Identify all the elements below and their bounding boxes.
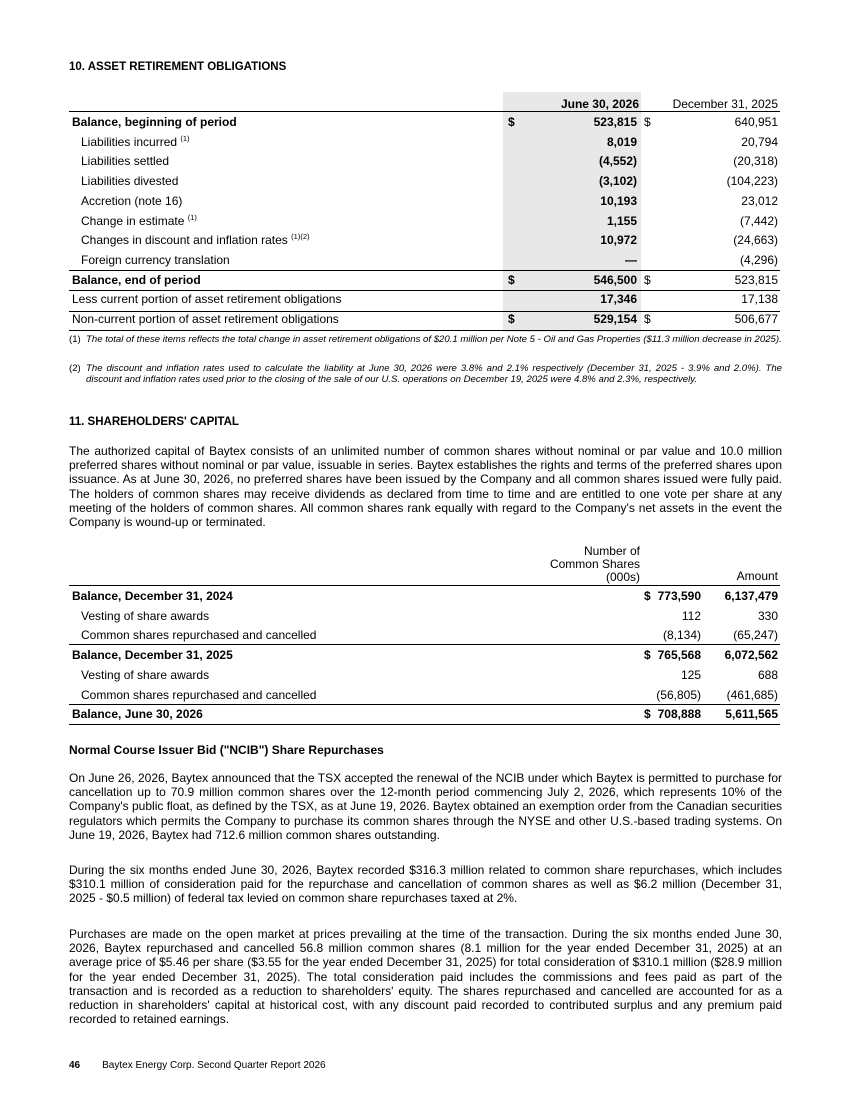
aro-table-row <box>69 171 780 191</box>
aro-value-prior: (4,296) <box>739 252 778 267</box>
aro-value-current: 523,815 <box>593 115 637 129</box>
aro-row-label: Change in estimate <box>81 213 185 228</box>
shares-row-label: Balance, December 31, 2024 <box>72 589 233 603</box>
shares-table-row <box>69 586 780 606</box>
aro-table-row <box>69 132 780 152</box>
shares-row-label: Common shares repurchased and cancelled <box>81 687 317 702</box>
aro-table-row <box>69 230 780 250</box>
footnote-reference: (1) <box>187 212 197 222</box>
aro-row-label-wrap <box>81 214 197 228</box>
aro-value-prior: 20,794 <box>741 134 778 149</box>
ncib-paragraph-3: Purchases are made on the open market at prices prevailing at the time of the transaction. During the six months ended June 30, 2026, Baytex repurchased and cancelled 56.8 million common shares (8.1 million for the year ended December 31, 2025) at an average price of $5.46 per share ($3.55 for the year ended December 31, 2025) for total consideration of $310.1 million ($28.9 million for the year ended December 31, 2025). The total consideration paid includes the commissions and fees paid as part of the transaction and is recorded as a reduction to shareholders' equity. The shares repurchased and cancelled are accounted for as a reduction in shareholders' capital at historical cost, with any discount paid recorded to contributed surplus and any premium paid recorded to retained earnings. <box>69 927 782 1027</box>
aro-value-current: 546,500 <box>593 272 637 287</box>
shares-amount-value: 6,072,562 <box>724 648 778 663</box>
shares-subtotal-rule-2 <box>69 704 780 705</box>
aro-table-row <box>69 270 780 290</box>
aro-row-label: Less current portion of asset retirement obligations <box>72 292 342 307</box>
aro-subtotal-rule <box>69 270 780 271</box>
shares-amount-value: (65,247) <box>733 628 778 643</box>
page-number: 46 <box>69 1060 81 1071</box>
shares-count-value: (8,134) <box>662 628 701 643</box>
ncib-paragraph-1: On June 26, 2026, Baytex announced that the TSX accepted the renewal of the NCIB under which Baytex is permitted to purchase for cancellation up to 70.9 million common shares over the 12-month period commencing July 2, 2026, which represents 10% of the Company's public float, as defined by the TSX, as at June 19, 2026. Baytex obtained an exemption order from the Canadian securities regulators which permits the Company to purchase its common shares through the NYSE and other U.S.-based trading systems. On June 19, 2026, Baytex had 712.6 million common shares outstanding. <box>69 771 782 842</box>
aro-total-rule <box>69 290 780 291</box>
aro-value-prior: 506,677 <box>734 312 778 326</box>
shares-count-value: 773,590 <box>657 589 701 603</box>
shares-row-label: Balance, December 31, 2025 <box>72 648 233 663</box>
footnote-reference: (1) <box>180 133 190 143</box>
aro-table-row <box>69 250 780 270</box>
shares-col-header: Number of Common Shares (000s) <box>549 544 640 584</box>
aro-table-row <box>69 191 780 211</box>
shares-row-label: Common shares repurchased and cancelled <box>81 628 317 643</box>
shares-count-value: 112 <box>681 608 701 623</box>
shares-count-value: (56,805) <box>656 687 701 702</box>
currency-symbol: $ <box>644 707 651 722</box>
aro-value-current: 10,972 <box>600 233 637 248</box>
aro-row-label-wrap <box>81 135 190 149</box>
aro-value-current: 529,154 <box>593 312 637 326</box>
aro-value-prior: (20,318) <box>733 154 778 169</box>
aro-col-header-current: June 30, 2026 <box>560 97 639 111</box>
currency-symbol: $ <box>508 115 515 129</box>
aro-row-label-wrap <box>81 233 310 247</box>
shares-amount-value: 330 <box>757 608 778 623</box>
aro-bottom-rule <box>69 330 780 331</box>
shares-table-row <box>69 645 780 665</box>
shares-table-row <box>69 704 780 724</box>
currency-symbol: $ <box>508 312 515 326</box>
aro-value-prior: 640,951 <box>734 115 778 129</box>
shares-row-label: Vesting of share awards <box>81 608 210 623</box>
aro-value-prior: 523,815 <box>734 272 778 287</box>
aro-table-row <box>69 112 780 132</box>
shares-row-label: Balance, June 30, 2026 <box>72 707 203 722</box>
currency-symbol: $ <box>644 272 651 287</box>
aro-value-current: 17,346 <box>600 292 637 307</box>
shares-count-value: 708,888 <box>657 707 701 722</box>
currency-symbol: $ <box>644 115 651 129</box>
currency-symbol: $ <box>644 312 651 326</box>
aro-row-label: Non-current portion of asset retirement obligations <box>72 312 339 326</box>
footer-report-title: Baytex Energy Corp. Second Quarter Report 2026 <box>102 1060 326 1071</box>
aro-value-prior: 23,012 <box>741 193 778 208</box>
currency-symbol: $ <box>508 272 515 287</box>
footnote-reference: (1)(2) <box>291 232 310 242</box>
aro-row-label: Liabilities incurred <box>81 134 178 149</box>
shares-amount-value: 688 <box>757 667 778 682</box>
currency-symbol: $ <box>644 648 651 663</box>
shares-count-value: 125 <box>680 667 701 682</box>
aro-table-row <box>69 151 780 171</box>
aro-value-prior: (7,442) <box>739 213 778 228</box>
aro-row-label: Liabilities settled <box>81 154 170 169</box>
shares-table-row <box>69 665 780 685</box>
aro-value-current: (3,102) <box>598 174 637 189</box>
aro-value-current: 10,193 <box>600 193 637 208</box>
aro-row-label: Foreign currency translation <box>81 252 230 267</box>
aro-value-current: 1,155 <box>606 213 637 228</box>
aro-value-current: (4,552) <box>598 154 637 169</box>
aro-row-label: Balance, beginning of period <box>72 115 237 129</box>
aro-value-prior: (24,663) <box>733 233 778 248</box>
shares-row-label: Vesting of share awards <box>81 667 210 682</box>
ncib-paragraph-2: During the six months ended June 30, 2026, Baytex recorded $316.3 million related to common share repurchases, which includes $310.1 million of consideration paid for the repurchase and cancellation of common shares as well as $6.2 million (December 31, 2025 - $0.5 million) of federal tax levied on common share repurchases taxed at 2%. <box>69 863 782 906</box>
shares-amount-value: 5,611,565 <box>725 707 778 722</box>
aro-current-rule <box>69 311 780 312</box>
capital-section-title: 11. SHAREHOLDERS' CAPITAL <box>69 416 239 428</box>
aro-row-label: Liabilities divested <box>81 174 179 189</box>
page-footer <box>69 1060 326 1071</box>
aro-value-prior: (104,223) <box>726 174 778 189</box>
aro-row-label: Balance, end of period <box>72 272 201 287</box>
shares-table-row <box>69 606 780 626</box>
shares-bottom-rule <box>69 724 780 725</box>
aro-footnote-2: (2) The discount and inflation rates used to calculate the liability at June 30, 2026 were 3.8% and 2.1% respectively (December 31, 2025 - 3.9% and 2.0%). The discount and inflation rates used prior to the closing of the sale of our U.S. operations on December 19, 2025 were 4.8% and 2.3%, respectively. <box>69 363 782 386</box>
shares-subtotal-rule <box>69 644 780 645</box>
aro-section-title: 10. ASSET RETIREMENT OBLIGATIONS <box>69 61 287 73</box>
amount-col-header: Amount <box>736 569 778 583</box>
aro-table-row <box>69 289 780 309</box>
shares-amount-value: (461,685) <box>726 687 778 702</box>
capital-intro-paragraph: The authorized capital of Baytex consists of an unlimited number of common shares without nominal or par value and 10.0 million preferred shares without nominal or par value, issuable in series. Baytex establishes the rights and terms of the preferred shares upon issuance. As at June 30, 2026, no preferred shares have been issued by the Company and all common shares issued were fully paid. The holders of common shares may receive dividends as declared from time to time and are entitled to one vote per share at any meeting of the holders of common shares. All common shares rank equally with regard to the Company's net assets in the event the Company is wound-up or terminated. <box>69 444 782 530</box>
aro-footnote-1: (1) The total of these items reflects the total change in asset retirement obligations of $20.1 million per Note 5 - Oil and Gas Properties ($11.3 million decrease in 2025). <box>69 334 782 345</box>
aro-col-header-prior: December 31, 2025 <box>672 97 778 111</box>
aro-table-row <box>69 211 780 231</box>
aro-row-label: Accretion (note 16) <box>81 193 183 208</box>
ncib-heading: Normal Course Issuer Bid ("NCIB") Share Repurchases <box>69 743 384 757</box>
shares-table-row <box>69 625 780 645</box>
aro-row-label: Changes in discount and inflation rates <box>81 233 288 248</box>
shares-amount-value: 6,137,479 <box>724 589 778 603</box>
aro-value-current: — <box>625 252 637 267</box>
aro-value-current: 8,019 <box>606 134 637 149</box>
shares-table-row <box>69 685 780 705</box>
shares-count-value: 765,568 <box>657 648 701 663</box>
aro-value-prior: 17,138 <box>741 292 778 307</box>
currency-symbol: $ <box>644 589 651 603</box>
